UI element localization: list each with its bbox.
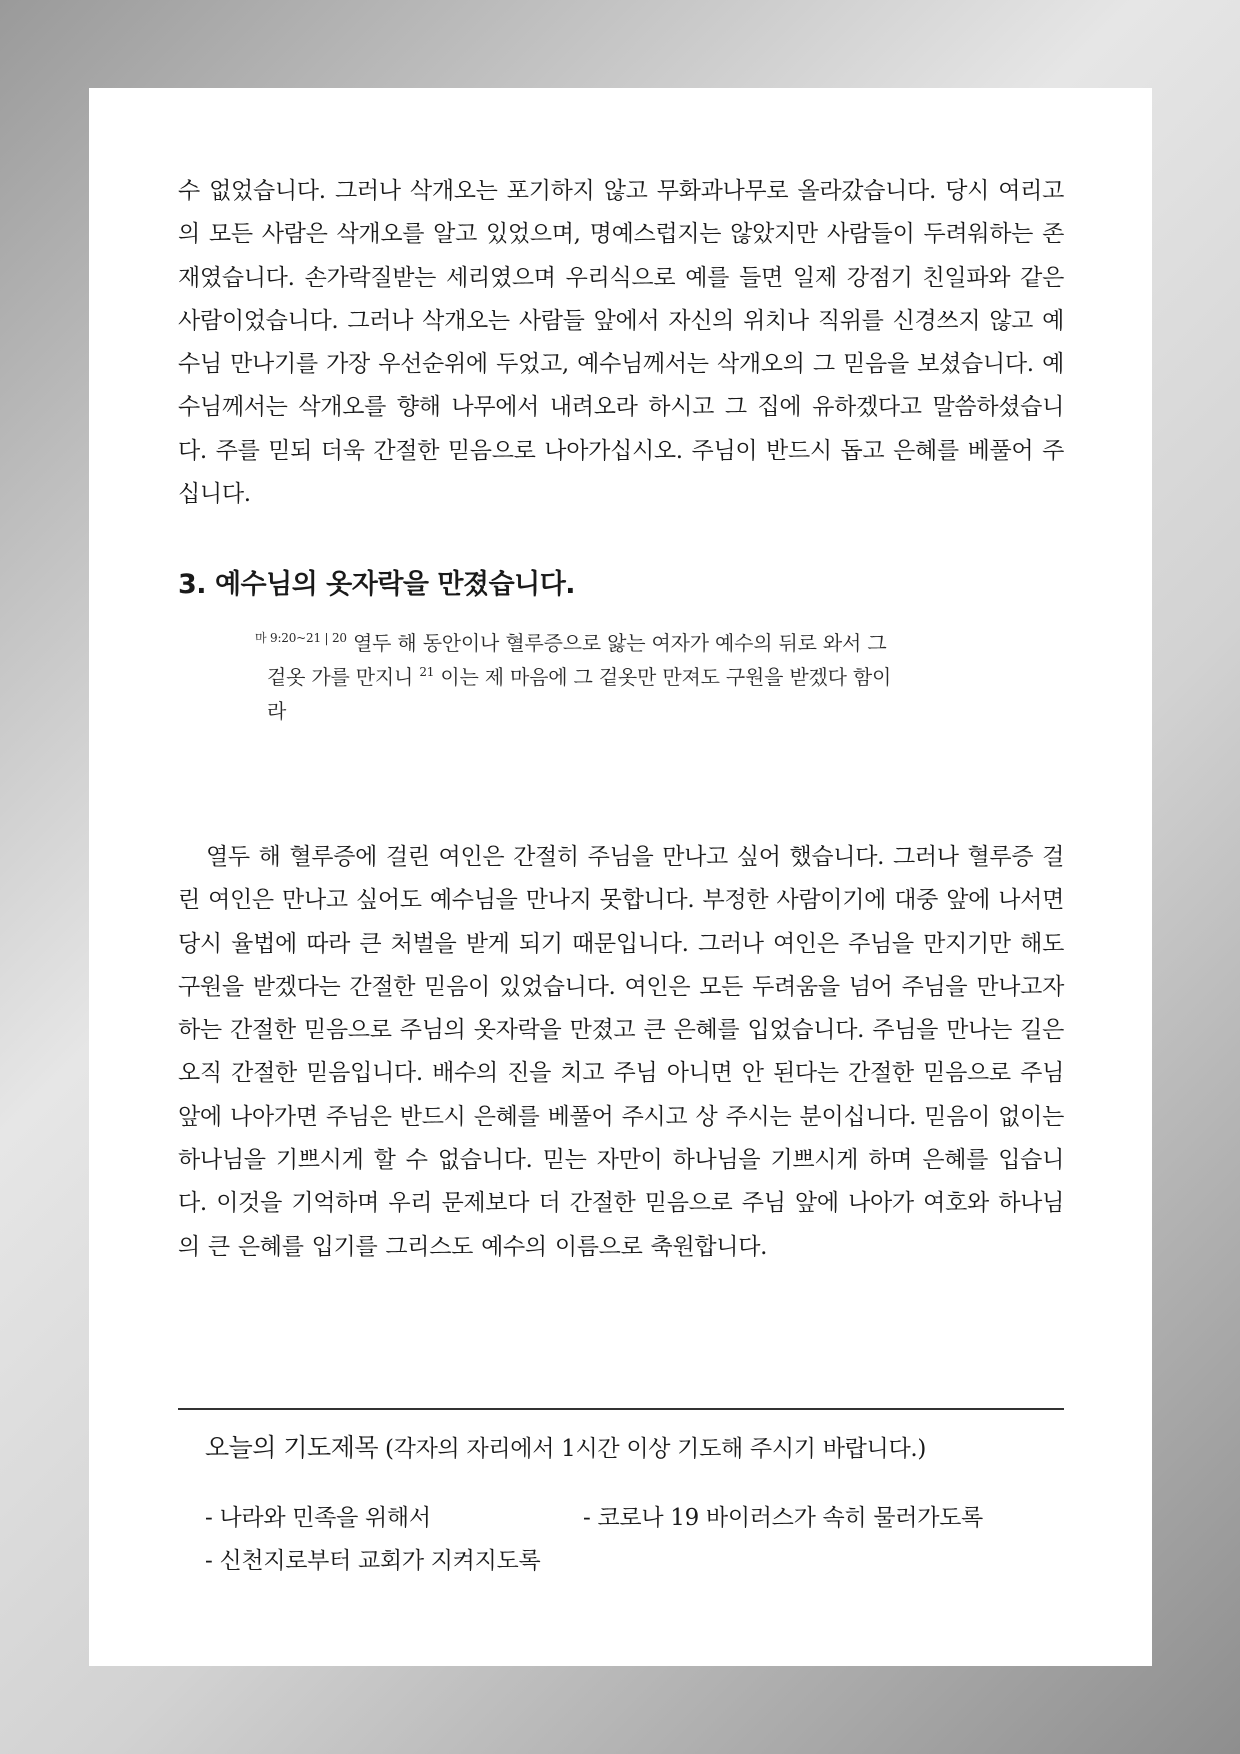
prayer-item: - 나라와 민족을 위해서: [205, 1505, 431, 1531]
scripture-line-3: 라: [267, 699, 287, 723]
scripture-line-1: [255, 626, 1075, 660]
section-heading: 3. 예수님의 옷자락을 만졌습니다.: [178, 569, 576, 600]
scripture-reference: [255, 631, 347, 645]
prayer-title-main: 오늘의 기도제목: [205, 1433, 378, 1462]
scripture-quote: [255, 626, 1075, 728]
prayer-title-note: (각자의 자리에서 1시간 이상 기도해 주시기 바랍니다.): [378, 1436, 927, 1462]
verse-number-20: 20: [331, 631, 347, 645]
scripture-line-2: [255, 660, 1075, 694]
scripture-line-2-rest: 이는 제 마음에 그 겉옷만 만져도 구원을 받겠다 함이: [434, 665, 892, 689]
scripture-line-2-text: 겉옷 가를 만지니: [267, 665, 420, 689]
verse-number-21: 21: [419, 665, 435, 679]
prayer-title: [205, 1430, 926, 1467]
scripture-separator: |: [324, 631, 329, 645]
body-paragraph-2: 열두 해 혈루증에 걸린 여인은 간절히 주님을 만나고 싶어 했습니다. 그러나 혈루증 걸린 여인은 만나고 싶어도 예수님을 만나지 못합니다. 부정한 사람이기에 대중 앞에 나서면 당시 율법에 따라 큰 처벌을 받게 되기 때문입니다. 그러나 여인은 주님을 만지기만 해도 구원을 받겠다는 간절한 믿음이 있었습니다. 여인은 모든 두려움을 넘어 주님을 만나고자 하는 간절한 믿음으로 주님의 옷자락을 만졌고 큰 은혜를 입었습니다. 주님을 만나는 길은 오직 간절한 믿음입니다. 배수의 진을 치고 주님 아니면 안 된다는 간절한 믿음으로 주님 앞에 나아가면 주님은 반드시 은혜를 베풀어 주시고 상 주시는 분이십니다. 믿음이 없이는 하나님을 기쁘시게 할 수 없습니다. 믿는 자만이 하나님을 기쁘시게 하며 은혜를 입습니다. 이것을 기억하며 우리 문제보다 더 간절한 믿음으로 주님 앞에 나아가 여호와 하나님의 큰 은혜를 입기를 그리스도 예수의 이름으로 축원합니다.: [178, 844, 1064, 1260]
prayer-item: - 코로나 19 바이러스가 속히 물러가도록: [583, 1505, 983, 1531]
document-page: [89, 88, 1152, 1666]
scripture-reference-text: 마 9:20~21: [255, 631, 321, 645]
body-paragraph-1: 수 없었습니다. 그러나 삭개오는 포기하지 않고 무화과나무로 올라갔습니다. 당시 여리고의 모든 사람은 삭개오를 알고 있었으며, 명예스럽지는 않았지만 사람들이 두려워하는 존재였습니다. 손가락질받는 세리였으며 우리식으로 예를 들면 일제 강점기 친일파와 같은 사람이었습니다. 그러나 삭개오는 사람들 앞에서 자신의 위치나 직위를 신경쓰지 않고 예수님 만나기를 가장 우선순위에 두었고, 예수님께서는 삭개오의 그 믿음을 보셨습니다. 예수님께서는 삭개오를 향해 나무에서 내려오라 하시고 그 집에 유하겠다고 말씀하셨습니다. 주를 믿되 더욱 간절한 믿음으로 나아가십시오. 주님이 반드시 돕고 은혜를 베풀어 주십니다.: [178, 178, 1064, 508]
prayer-item: - 신천지로부터 교회가 지켜지도록: [205, 1548, 541, 1574]
section-divider: [178, 1408, 1064, 1410]
scripture-line-1-text: 열두 해 동안이나 혈루증으로 앓는 여자가 예수의 뒤로 와서 그: [346, 631, 887, 655]
